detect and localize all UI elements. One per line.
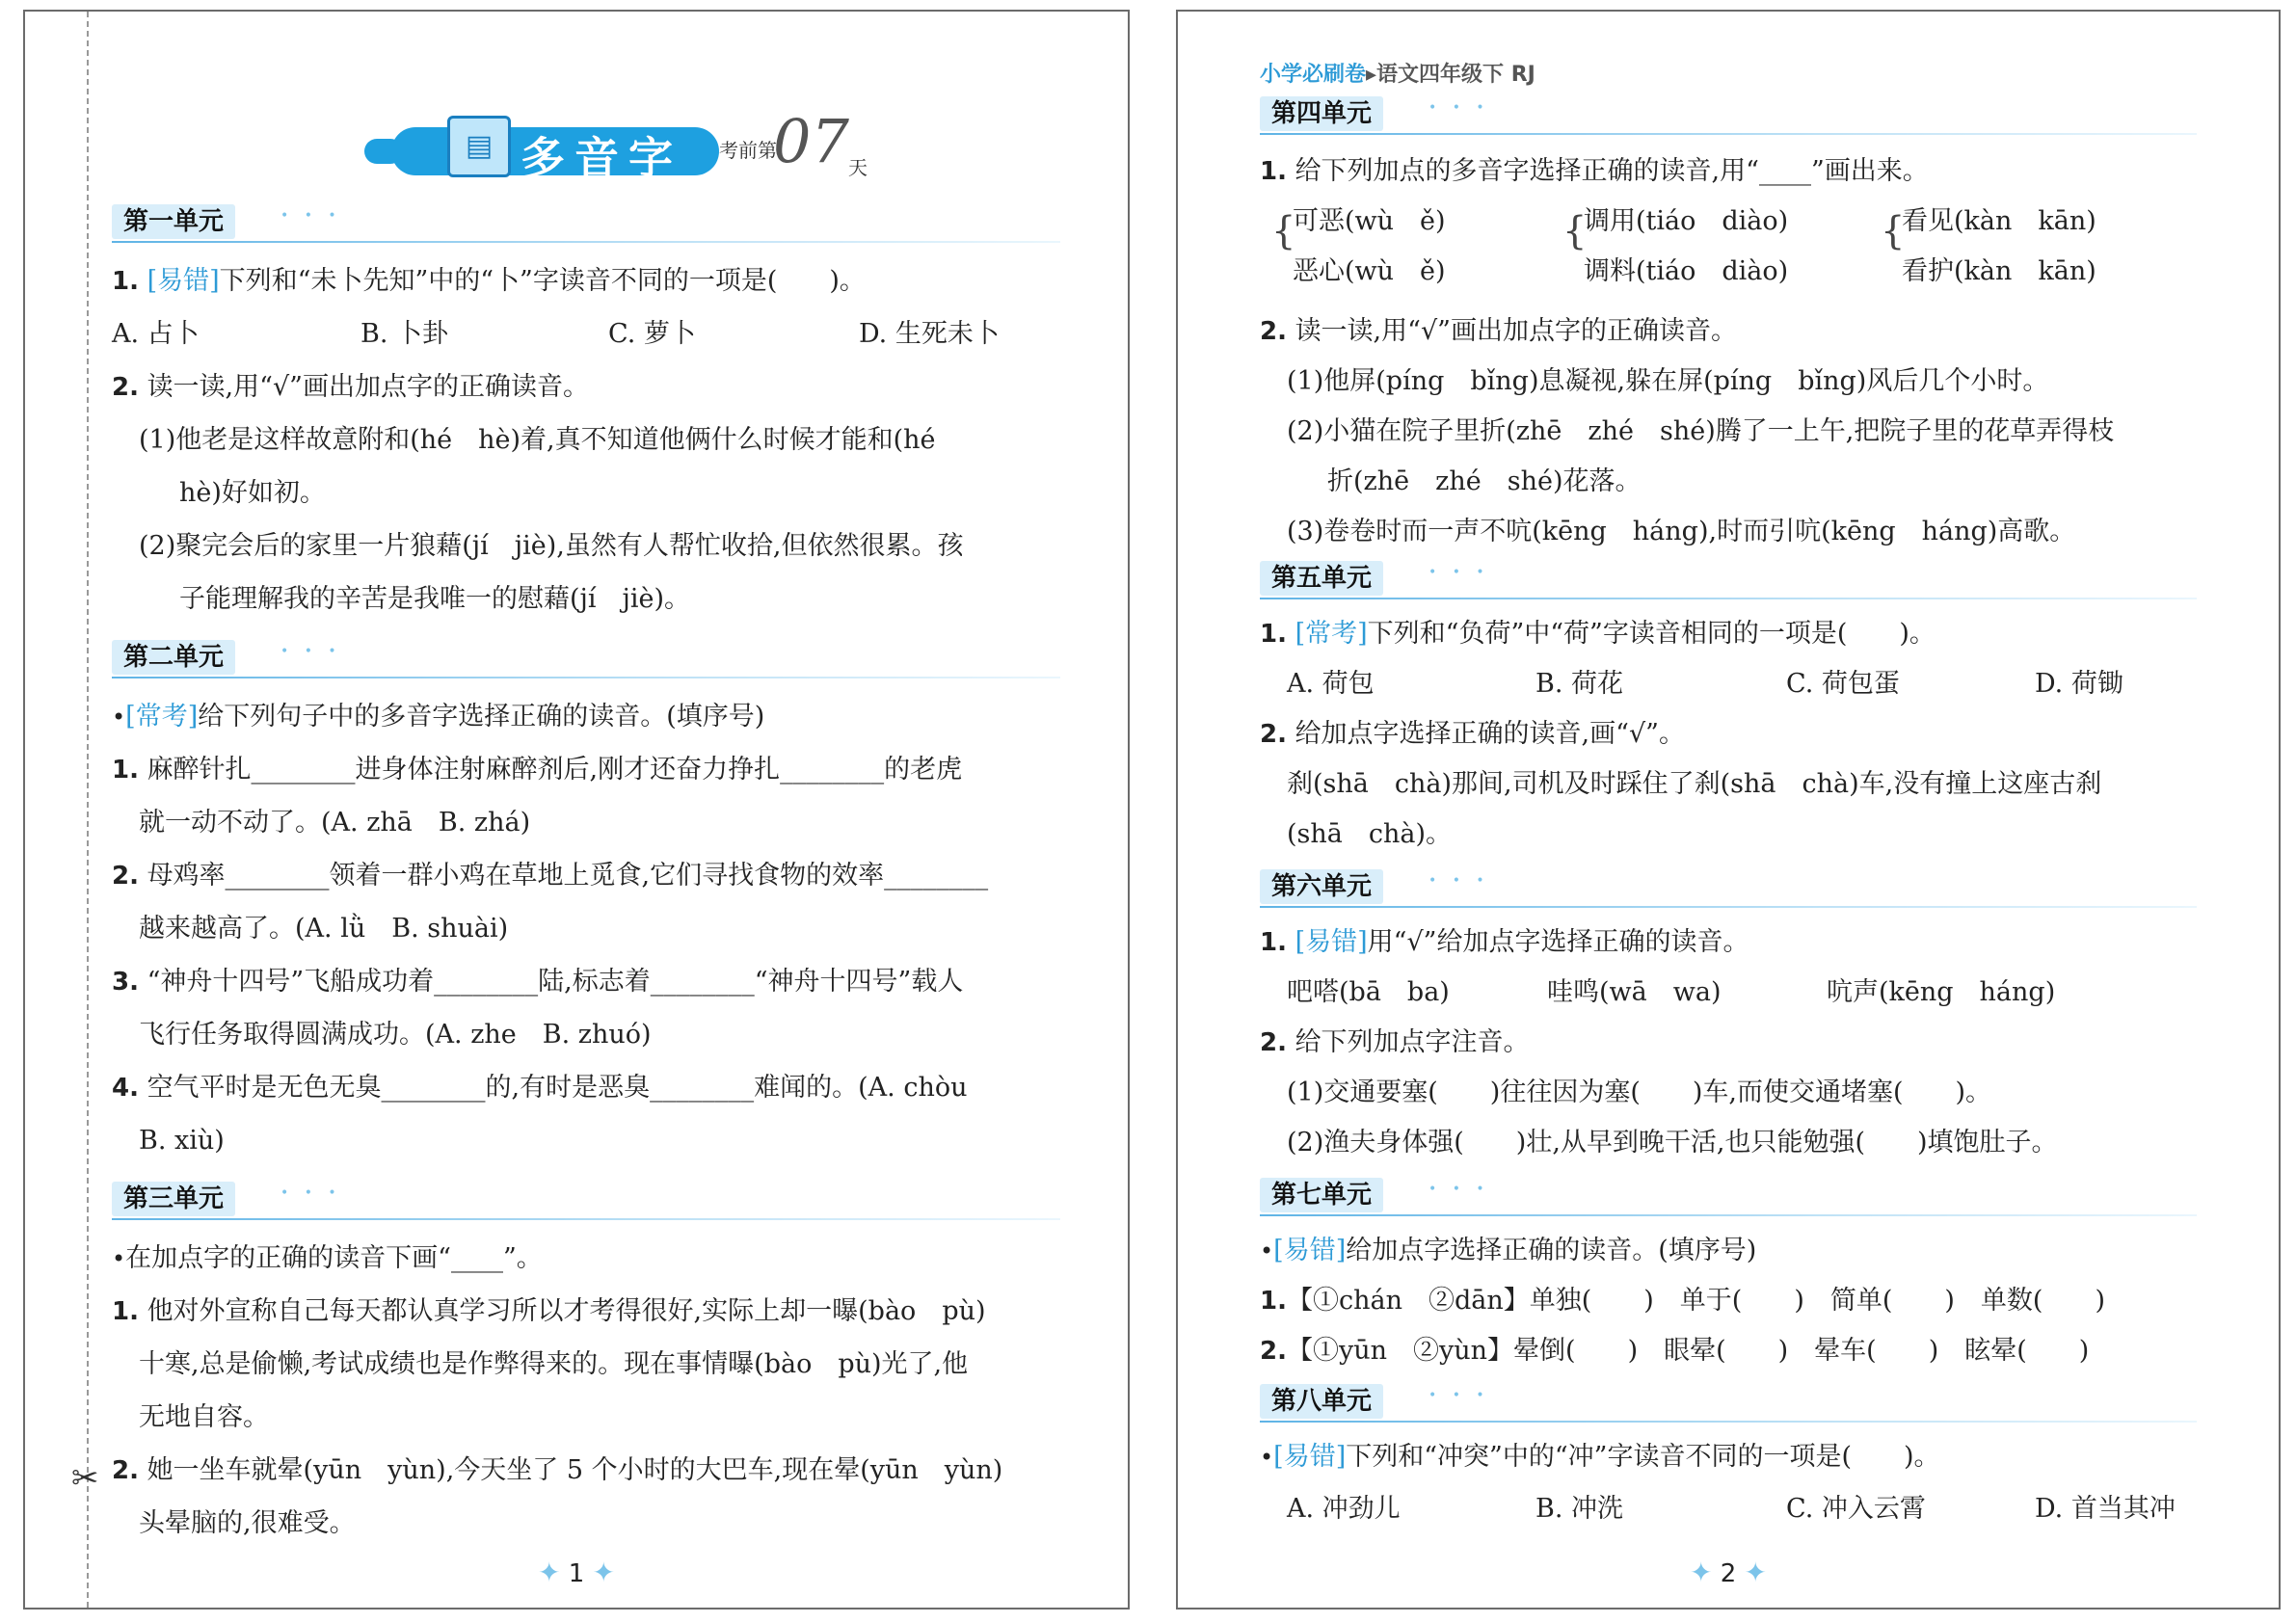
unit-2-heading: 第二单元 • • • [112,640,1060,678]
unit1-q2: 2. 读一读,用“√”画出加点字的正确读音。 [112,372,589,402]
unit4-group-2: { 调用(tiáo diào) 调料(tiáo diào) [1562,206,1789,286]
unit-3-heading: 第三单元 • • • [112,1182,1060,1220]
unit7-intro: •[易错]给加点字选择正确的读音。(填序号) [1260,1236,1757,1265]
unit-1-heading: 第一单元 • • • [112,204,1060,243]
unit-6-heading: 第六单元 • • • [1260,869,2197,908]
unit4-q2: 2. 读一读,用“√”画出加点字的正确读音。 [1260,316,1737,346]
scissors-icon: ✂ [71,1459,99,1498]
running-header: 小学必刷卷▸语文四年级下 RJ [1260,63,1535,87]
unit-4-heading: 第四单元 • • • [1260,96,2197,135]
unit2-q3a: 3. “神舟十四号”飞船成功着________陆,标志着________“神舟十四号”载人 [112,967,964,997]
unit4-s3: (3)卷卷时而一声不吭(kēng háng),时而引吭(kēng háng)高歌。 [1287,517,2076,546]
unit2-q3b: 飞行任务取得圆满成功。(A. zhe B. zhuó) [139,1020,652,1050]
unit3-q2a: 2. 她一坐车就晕(yūn yùn),今天坐了 5 个小时的大巴车,现在晕(yūn yùn) [112,1455,1003,1485]
unit-8-heading: 第八单元 • • • [1260,1384,2197,1423]
page-right: 小学必刷卷▸语文四年级下 RJ 第四单元 • • • 1. 给下列加点的多音字选择正确的读音,用“____”画出来。 { 可恶(wù ě) 恶心(wù ě) { 调用(tiáo diào) 调料(tiáo diào) { 看见(kàn kān) 看护(kàn kān) 2. 读一读,用“√”画出加点字的正确读音。 (1)他屏(píng bǐng)息凝视,躲在屏(píng bǐng)风后几个小时。 (2)小猫在院子里折(zhē zhé shé)腾了一上午,把院子里的花草弄得枝 折(zhē zhé shé)花落。 (3)卷卷时而一声不吭(kēng háng),时而引吭(kēng háng)高歌。 第五单元 • • • 1. [常考]下列和“负荷”中“荷”字读音相同的一项是( )。 A. 荷包 B. 荷花 C. 荷包蛋 D. 荷锄 2. 给加点字选择正确的读音,画“√”。 刹(shā chà)那间,司机及时踩住了刹(shā chà)车,没有撞上这座古刹 (shā chà)。 第六单元 • • • 1. [易错]用“√”给加点字选择正确的读音。 吧嗒(bā ba) 哇鸣(wā wa) 吭声(kēng háng) 2. 给下列加点字注音。 (1)交通要塞( )往往因为塞( )车,而使交通堵塞( )。 (2)渔夫身体强( )壮,从早到晚干活,也只能勉强( )填饱肚子。 第七单元 • • • •[易错]给加点字选择正确的读音。(填序号) 1.【①chán ②dān】单独( ) 单于( ) 简单( ) 单数( ) 2.【①yūn ②yùn】晕倒( ) 眼晕( ) 晕车( ) 眩晕( ) 第八单元 • • • •[易错]下列和“冲突”中的“冲”字读音不同的一项是( )。 A. 冲劲儿 B. 冲洗 C. 冲入云霄 D. 首当其冲 ✦ 2 ✦ [1176,10,2281,1610]
unit2-q4b: B. xiù) [139,1126,225,1156]
unit-7-heading: 第七单元 • • • [1260,1178,2197,1216]
page-left: ✂ ▤ 多音字 考前第 07 天 第一单元 • • • 1. [易错]下列和“未卜先知”中的“卜”字读音不同的一项是( )。 A. 占卜 B. 卜卦 C. 萝卜 D. 生死未卜 2. 读一读,用“√”画出加点字的正确读音。 (1)他老是这样故意附和(hé hè)着,真不知道他俩什么时候才能和(hé hè)好如初。 (2)聚完会后的家里一片狼藉(jí jiè),虽然有人帮忙收拾,但依然很累。孩 子能理解我的辛苦是我唯一的慰藉(jí jiè)。 第二单元 • • • •[常考]给下列句子中的多音字选择正确的读音。(填序号) 1. 麻醉针扎________进身体注射麻醉剂后,刚才还奋力挣扎________的老虎 就一动不动了。(A. zhā B. zhá) 2. 母鸡率________领着一群小鸡在草地上觅食,它们寻找食物的效率________ 越来越高了。(A. lǜ B. shuài) 3. “神舟十四号”飞船成功着________陆,标志着________“神舟十四号”载人 飞行任务取得圆满成功。(A. zhe B. zhuó) 4. 空气平时是无色无臭________的,有时是恶臭________难闻的。(A. chòu B. xiù) 第三单元 • • • •在加点字的正确的读音下画“____”。 1. 他对外宣称自己每天都认真学习所以才考得很好,实际上却一曝(bào pù) 十寒,总是偷懒,考试成绩也是作弊得来的。现在事情曝(bào pù)光了,他 无地自容。 2. 她一坐车就晕(yūn yùn),今天坐了 5 个小时的大巴车,现在晕(yūn yùn) 头晕脑的,很难受。 ✦ 1 ✦ [23,10,1130,1610]
unit5-q2: 2. 给加点字选择正确的读音,画“√”。 [1260,719,1685,749]
unit3-intro: •在加点字的正确的读音下画“____”。 [112,1243,543,1273]
unit6-s2: (2)渔夫身体强( )壮,从早到晚干活,也只能勉强( )填饱肚子。 [1287,1128,2058,1157]
unit7-q1: 1.【①chán ②dān】单独( ) 单于( ) 简单( ) 单数( ) [1260,1286,2106,1316]
cut-line [87,12,89,1608]
unit6-s1: (1)交通要塞( )往往因为塞( )车,而使交通堵塞( )。 [1287,1078,1992,1107]
unit2-q2a: 2. 母鸡率________领着一群小鸡在草地上觅食,它们寻找食物的效率________ [112,861,989,891]
unit4-s2a: (2)小猫在院子里折(zhē zhé shé)腾了一上午,把院子里的花草弄得枝 [1287,416,2115,446]
unit6-q2: 2. 给下列加点字注音。 [1260,1027,1530,1057]
unit1-q1: 1. [易错]下列和“未卜先知”中的“卜”字读音不同的一项是( )。 [112,266,866,296]
unit2-q1a: 1. 麻醉针扎________进身体注射麻醉剂后,刚才还奋力挣扎________的老虎 [112,755,963,785]
unit-5-heading: 第五单元 • • • [1260,561,2197,599]
unit5-s2: (shā chà)。 [1287,819,1453,849]
unit4-group-3: { 看见(kàn kān) 看护(kàn kān) [1881,206,2096,286]
unit2-q1b: 就一动不动了。(A. zhā B. zhá) [139,808,531,838]
unit1-q2-2a: (2)聚完会后的家里一片狼藉(jí jiè),虽然有人帮忙收拾,但依然很累。孩 [139,531,964,561]
page-number-2: ✦ 2 ✦ [1689,1556,1767,1588]
unit3-q1b: 十寒,总是偷懒,考试成绩也是作弊得来的。现在事情曝(bào pù)光了,他 [139,1349,969,1379]
unit3-q1a: 1. 他对外宣称自己每天都认真学习所以才考得很好,实际上却一曝(bào pù) [112,1296,986,1326]
unit4-group-1: { 可恶(wù ě) 恶心(wù ě) [1271,206,1446,286]
unit1-q2-2b: 子能理解我的辛苦是我唯一的慰藉(jí jiè)。 [179,584,691,614]
unit4-q1: 1. 给下列加点的多音字选择正确的读音,用“____”画出来。 [1260,156,1929,186]
unit1-q2-1b: hè)好如初。 [179,478,326,508]
unit6-q1: 1. [易错]用“√”给加点字选择正确的读音。 [1260,927,1749,957]
page-title: ▤ 多音字 考前第 07 天 [391,106,893,183]
unit5-q1: 1. [常考]下列和“负荷”中“荷”字读音相同的一项是( )。 [1260,619,1936,649]
unit3-q1c: 无地自容。 [139,1402,269,1432]
unit4-s2b: 折(zhē zhé shé)花落。 [1327,466,1642,496]
unit3-q2b: 头晕脑的,很难受。 [139,1508,356,1538]
unit8-intro: •[易错]下列和“冲突”中的“冲”字读音不同的一项是( )。 [1260,1442,1940,1472]
unit4-s1: (1)他屏(píng bǐng)息凝视,躲在屏(píng bǐng)风后几个小时。 [1287,366,2049,396]
book-icon: ▤ [447,116,511,177]
unit5-s1: 刹(shā chà)那间,司机及时踩住了刹(shā chà)车,没有撞上这座古刹 [1287,769,2102,799]
unit2-q4a: 4. 空气平时是无色无臭________的,有时是恶臭________难闻的。(A. chòu [112,1073,968,1103]
unit2-intro: •[常考]给下列句子中的多音字选择正确的读音。(填序号) [112,702,765,732]
unit1-q2-1a: (1)他老是这样故意附和(hé hè)着,真不知道他俩什么时候才能和(hé [139,425,936,455]
unit7-q2: 2.【①yūn ②yùn】晕倒( ) 眼晕( ) 晕车( ) 眩晕( ) [1260,1336,2090,1366]
page-number-1: ✦ 1 ✦ [537,1556,615,1588]
unit2-q2b: 越来越高了。(A. lǜ B. shuài) [139,914,509,944]
